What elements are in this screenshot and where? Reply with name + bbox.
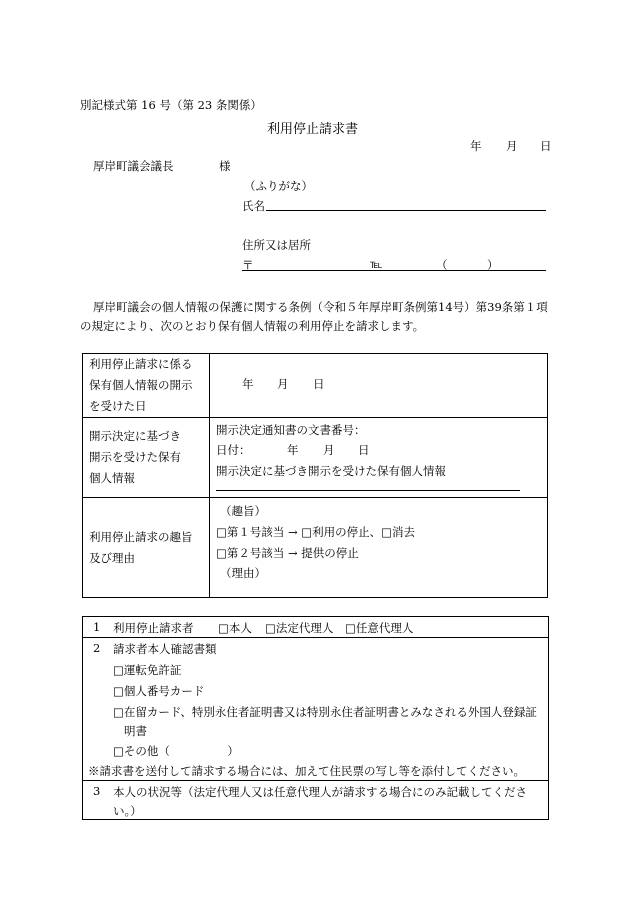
name-input-line[interactable] [266,210,546,211]
residence-card-label-cont: 明書 [124,724,147,738]
voluntary-representative-checkbox[interactable]: □任意代理人 [345,621,414,635]
form-reference: 別記様式第 16 号（第 23 条関係） [80,98,262,112]
clause1-checkbox-option[interactable]: □第１号該当 → □利用の停止、□消去 [216,525,416,539]
postal-mark: 〒 [242,258,254,272]
item1-number: 1 [93,620,101,634]
month-label: 月 [323,443,335,457]
residence-card-checkbox[interactable]: □在留カード、特別永住者証明書又は特別永住者証明書とみなされる外国人登録証 [113,705,537,719]
item1-label: 利用停止請求者 [113,621,194,635]
drivers-license-checkbox[interactable]: □運転免許証 [113,663,182,677]
address-input-line[interactable] [242,270,546,271]
purpose-label: （趣旨） [220,504,266,518]
page-title: 利用停止請求書 [267,122,359,137]
purpose-reason-row [83,498,548,598]
year-label: 年 [287,443,299,457]
label-line: 保有個人情報の開示 [89,378,193,392]
body-text-line1: 厚岸町議会の個人情報の保護に関する条例（令和５年厚岸町条例第14号）第39条第１項 [93,300,548,314]
request-details-table [82,353,548,598]
item3-label-cont: い。） [113,804,142,818]
my-number-card-checkbox[interactable]: □個人番号カード [113,684,205,698]
label-line: 利用停止請求の趣旨 [89,529,193,544]
name-label: 氏名 [242,199,265,213]
purpose-reason-label [83,498,210,598]
addressee-honorific: 様 [219,159,231,173]
month-label: 月 [277,377,289,391]
label-line: を受けた日 [89,399,147,413]
address-label: 住所又は居所 [242,238,311,252]
item3-number: 3 [93,784,101,798]
item2-number: 2 [93,641,101,655]
divider [83,780,548,781]
day-label: 日 [313,377,325,391]
divider [83,637,548,638]
disclosed-info-label [83,418,210,498]
reason-label: （理由） [220,566,266,580]
purpose-reason-field[interactable] [210,498,548,598]
label-line: 利用停止請求に係る [89,357,193,371]
date-year-label: 年 [470,139,482,153]
paren-open: （ [436,258,448,272]
requester-info-box [82,616,549,820]
addressee-name: 厚岸町議会議長 [93,159,174,173]
legal-representative-checkbox[interactable]: □法定代理人 [265,621,334,635]
disclosed-info-field[interactable] [210,418,548,498]
day-label: 日 [358,443,370,457]
other-document-checkbox[interactable]: □その他（ ） [113,744,239,758]
furigana-label: （ふりがな） [244,179,313,193]
self-checkbox[interactable]: □本人 [218,621,252,635]
body-text-line2: の規定により、次のとおり保有個人情報の利用停止を請求します。 [80,319,425,333]
disclosure-date-row [83,354,548,418]
disclosed-info-input-line[interactable] [216,490,520,491]
tel-mark: ℡ [370,257,383,271]
mailing-note: ※請求書を送付して請求する場合には、加えて住民票の写し等を添付してください。 [88,764,525,778]
clause2-checkbox-option[interactable]: □第２号該当 → 提供の停止 [216,546,359,560]
document-number-label: 開示決定通知書の文書番号： [216,423,366,437]
paren-close: ） [487,258,499,272]
disclosure-date-field[interactable] [210,354,548,418]
disclosed-info-description: 開示決定に基づき開示を受けた保有個人情報 [216,464,446,478]
label-line: 及び理由 [89,550,135,565]
disclosed-info-row [83,418,548,498]
notice-date-label: 日付： [216,443,251,457]
date-day-label: 日 [540,139,552,153]
item2-label: 請求者本人確認書類 [113,642,217,656]
label-line: 開示を受けた保有 [89,450,181,464]
item3-label: 本人の状況等（法定代理人又は任意代理人が請求する場合にのみ記載してくださ [113,785,527,799]
date-month-label: 月 [506,139,518,153]
label-line: 開示決定に基づき [89,429,181,443]
label-line: 個人情報 [89,471,135,485]
year-label: 年 [242,377,254,391]
disclosure-date-label [83,354,210,418]
